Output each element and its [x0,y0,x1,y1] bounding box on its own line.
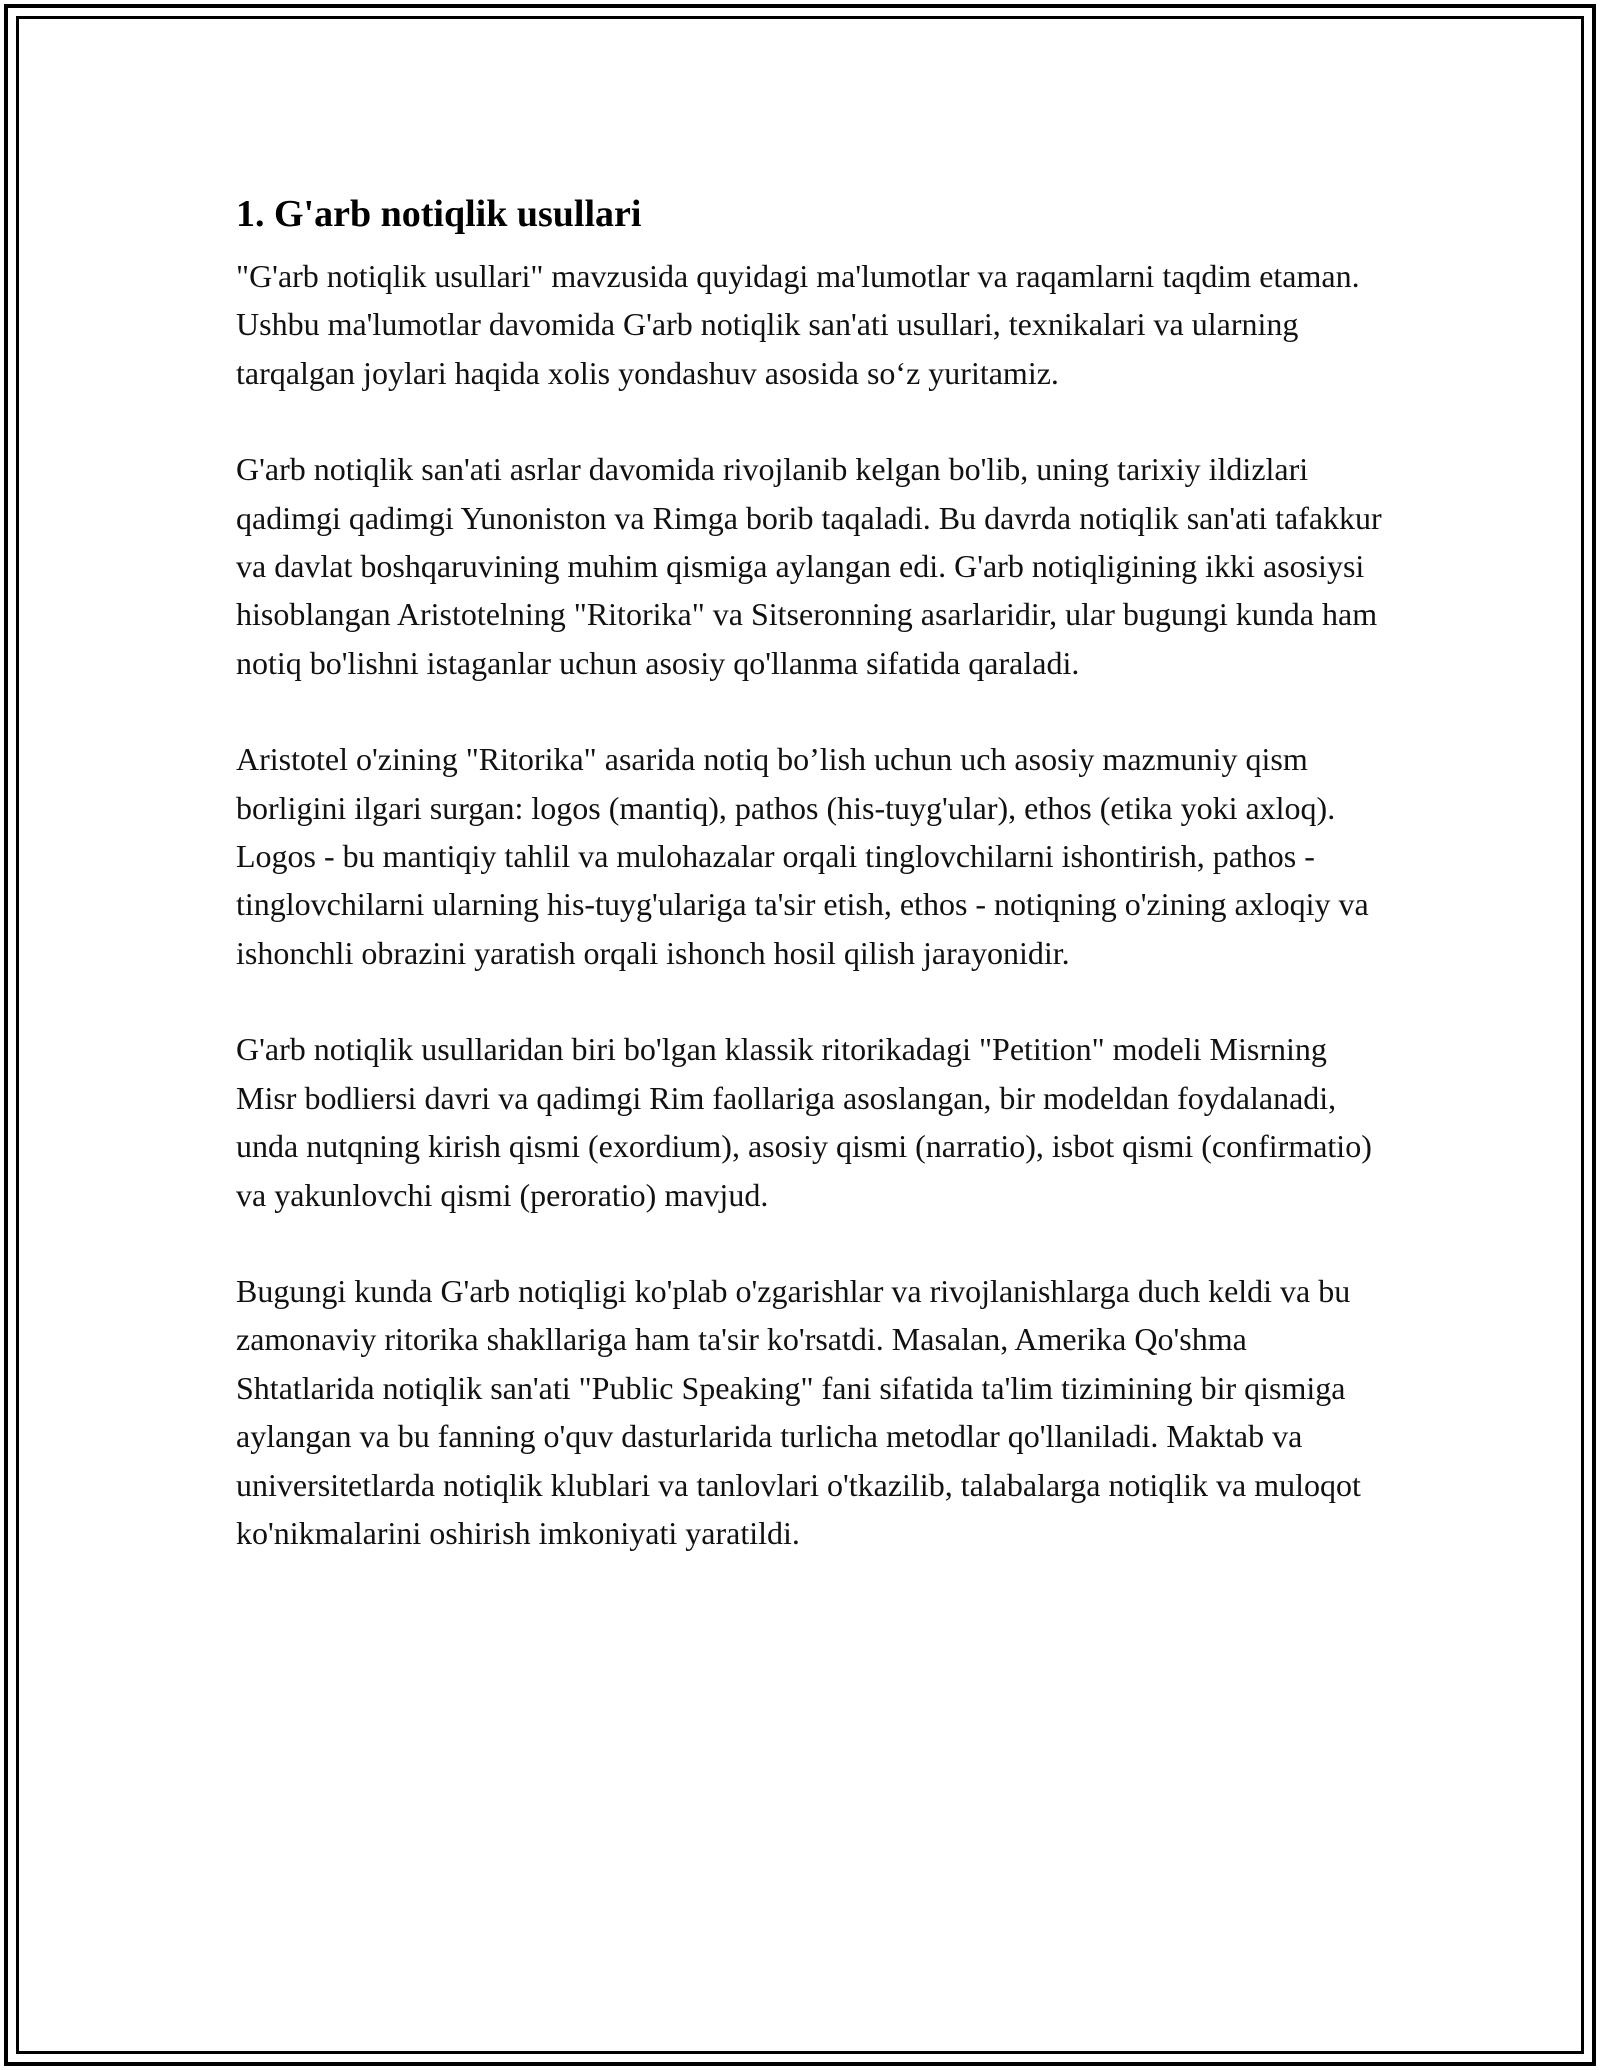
paragraph-petition-model: G'arb notiqlik usullaridan biri bo'lgan klassik ritorikadagi "Petition" modeli Misrning Misr bodliersi davri va qadimgi Rim faollariga asoslangan, bir modeldan foydalanadi, unda nutqning kirish qismi (exordium), asosiy qismi (narratio), isbot qismi (confirmatio) va yakunlovchi qismi (peroratio) mavjud. [236,1031,1372,1213]
paragraph-modern: Bugungi kunda G'arb notiqligi ko'plab o'zgarishlar va rivojlanishlarga duch keldi va bu zamonaviy ritorika shakllariga ham ta'sir ko'rsatdi. Masalan, Amerika Qo'shma Shtatlarida notiqlik san'ati "Public Speaking" fani sifatida ta'lim tizimining bir qismiga aylangan va bu fanning o'quv dasturlarida turlicha metodlar qo'llaniladi. Maktab va universitetlarda notiqlik klublari va tanlovlari o'tkazilib, talabalarga notiqlik va muloqot ko'nikmalarini oshirish imkoniyati yaratildi. [236,1272,1361,1551]
paragraph-intro: "G'arb notiqlik usullari" mavzusida quyidagi ma'lumotlar va raqamlarni taqdim etaman. Ushbu ma'lumotlar davomida G'arb notiqlik san'ati usullari, texnikalari va ularning tarqalgan joylari haqida xolis yondashuv asosida so‘z yuritamiz. [236,258,1360,391]
section-heading: 1. G'arb notiqlik usullari [236,193,642,235]
paragraph-aristotle: Aristotel o'zining "Ritorika" asarida notiq bo’lish uchun uch asosiy mazmuniy qism borligini ilgari surgan: logos (mantiq), pathos (his-tuyg'ular), ethos (etika yoki axloq). Logos - bu mantiqiy tahlil va mulohazalar orqali tinglovchilarni ishontirish, pathos - tinglovchilarni ularning his-tuyg'ulariga ta'sir etish, ethos - notiqning o'zining axloqiy va ishonchli obrazini yaratish orqali ishonch hosil qilish jarayonidir. [236,741,1369,971]
paragraph-history: G'arb notiqlik san'ati asrlar davomida rivojlanib kelgan bo'lib, uning tarixiy ildizlari qadimgi qadimgi Yunoniston va Rimga borib taqaladi. Bu davrda notiqlik san'ati tafakkur va davlat boshqaruvining muhim qismiga aylangan edi. G'arb notiqligining ikki asosiysi hisoblangan Aristotelning "Ritorika" va Sitseronning asarlaridir, ular bugungi kunda ham notiq bo'lishni istaganlar uchun asosiy qo'llanma sifatida qaraladi. [236,451,1382,681]
document-body [236,186,1386,1605]
